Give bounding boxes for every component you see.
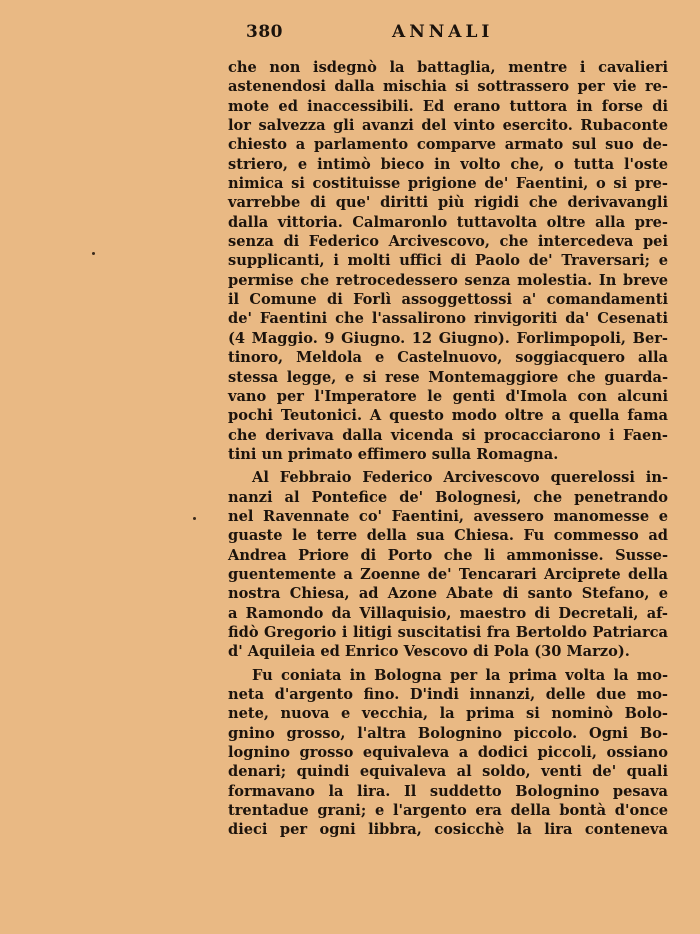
running-title: ANNALI — [392, 22, 494, 42]
text-line: guentemente a Zoenne de' Tencarari Arciprete della — [228, 565, 668, 583]
text-line: Andrea Priore di Porto che li ammonisse. Susse- — [228, 546, 668, 564]
text-line: permise che retrocedessero senza molestia. In breve — [228, 271, 668, 289]
page-header — [0, 20, 700, 48]
text-line: denari; quindi equivaleva al soldo, venti de' quali — [228, 763, 668, 781]
text-line: mote ed inaccessibili. Ed erano tuttora in forse di — [228, 97, 668, 115]
text-line: Fu coniata in Bologna per la prima volta la mo- — [252, 666, 668, 684]
text-line: d' Aquileia ed Enrico Vescovo di Pola (30 Marzo). — [228, 643, 630, 661]
text-line: dieci per ogni libbra, cosicchè la lira conteneva — [228, 821, 668, 839]
text-line: senza di Federico Arcivescovo, che intercedeva pei — [228, 233, 668, 251]
page-speck — [92, 252, 95, 255]
text-line: stessa legge, e si rese Montemaggiore che guarda- — [228, 368, 668, 386]
text-line: pochi Teutonici. A questo modo oltre a quella fama — [228, 407, 668, 425]
text-line: nanzi al Pontefice de' Bolognesi, che penetrando — [228, 488, 668, 506]
text-line: che non isdegnò la battaglia, mentre i cavalieri — [228, 59, 668, 76]
page-number: 380 — [246, 22, 283, 42]
text-line: varrebbe di que' diritti più rigidi che derivavangli — [228, 194, 668, 212]
text-line: che derivava dalla vicenda si procacciarono i Faen- — [228, 426, 668, 444]
text-line: tinoro, Meldola e Castelnuovo, soggiacquero alla — [228, 349, 668, 367]
paragraph — [228, 468, 668, 661]
text-line: nostra Chiesa, ad Azone Abate di santo Stefano, e — [228, 585, 668, 603]
text-line: supplicanti, i molti uffici di Paolo de' Traversari; e — [228, 252, 668, 270]
paragraph — [228, 58, 668, 464]
text-line: il Comune di Forlì assoggettossi a' comandamenti — [228, 291, 668, 309]
text-line: guaste le terre della sua Chiesa. Fu commesso ad — [228, 527, 668, 545]
text-line: astenendosi dalla mischia si sottrassero per vie re- — [228, 78, 668, 96]
text-line: a Ramondo da Villaquisio, maestro di Decretali, af- — [228, 604, 668, 622]
body-text — [228, 58, 668, 844]
text-line: striero, e intimò bieco in volto che, o tutta l'oste — [228, 155, 668, 173]
text-line: chiesto a parlamento comparve armato sul suo de- — [228, 136, 668, 154]
text-line: vano per l'Imperatore le genti d'Imola con alcuni — [228, 387, 668, 405]
text-line: gnino grosso, l'altra Bolognino piccolo. Ogni Bo- — [228, 724, 668, 742]
text-line: nimica si costituisse prigione de' Faentini, o si pre- — [228, 175, 668, 193]
text-line: Al Febbraio Federico Arcivescovo querelossi in- — [252, 469, 668, 487]
text-line: lor salvezza gli avanzi del vinto esercito. Rubaconte — [228, 117, 668, 135]
text-line: de' Faentini che l'assalirono rinvigoriti da' Cesenati — [228, 310, 668, 328]
text-line: tini un primato effimero sulla Romagna. — [228, 445, 559, 463]
text-line: lognino grosso equivaleva a dodici piccoli, ossiano — [228, 744, 668, 762]
text-line: formavano la lira. Il suddetto Bolognino pesava — [228, 782, 668, 800]
text-line: nel Ravennate co' Faentini, avessero manomesse e — [228, 507, 668, 525]
text-line: neta d'argento fino. D'indi innanzi, delle due mo- — [228, 686, 668, 703]
text-line: nete, nuova e vecchia, la prima si nominò Bolo- — [228, 705, 668, 723]
paragraph — [228, 666, 668, 840]
text-line: (4 Maggio. 9 Giugno. 12 Giugno). Forlimpopoli, Ber- — [228, 329, 668, 347]
text-line: fidò Gregorio i litigi suscitatisi fra Bertoldo Patriarca — [228, 623, 668, 641]
page-speck — [193, 517, 196, 520]
text-line: trentadue grani; e l'argento era della bontà d'once — [228, 802, 668, 820]
text-line: dalla vittoria. Calmaronlo tuttavolta oltre alla pre- — [228, 213, 668, 231]
